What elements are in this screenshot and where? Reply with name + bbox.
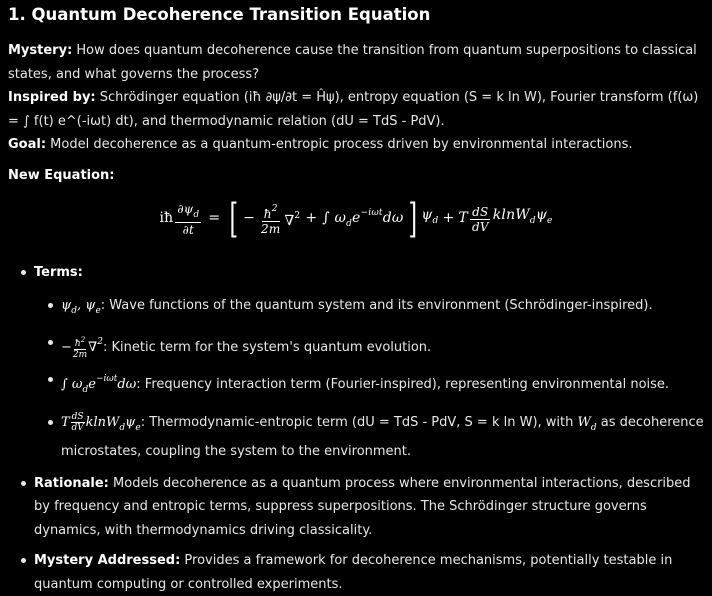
new-equation-label: New Equation: bbox=[8, 167, 115, 183]
goal-text: Model decoherence as a quantum-entropic process driven by environmental interactions. bbox=[46, 137, 633, 152]
eq-entropy-fraction: $\frac{dS}{dV}$ bbox=[471, 204, 489, 234]
mystery-label: Mystery: bbox=[8, 43, 73, 58]
mystery-addressed-text: Provides a framework for decoherence mechanisms, potentially testable in quantum computing or controlled experiments. bbox=[34, 553, 673, 592]
term-item-kinetic: − $\frac{ħ^2}{2m}$ ∇$^2$: Kinetic term for the system's quantum evolution. bbox=[61, 331, 704, 360]
inspired-by-text: Schrödinger equation (iħ ∂ψ/∂t = Ĥψ), entropy equation (S = k ln W), Fourier transform (f(ω) = ∫ f(t) e^(-iωt) dt), and thermodynamic relation (dU = TdS - PdV). bbox=[8, 90, 699, 129]
rationale-text: Models decoherence as a quantum process where environmental interactions, described by frequency and entropic terms, suppress superpositions. The Schrödinger structure governs dynamics, with thermodynamics driving classicality. bbox=[34, 475, 691, 538]
main-equation bbox=[8, 191, 704, 247]
eq-kinetic-fraction: $\frac{ħ^2}{2m}$ bbox=[261, 204, 281, 236]
eq-T: T bbox=[458, 210, 468, 227]
eq-nabla: ∇$^2$ bbox=[284, 210, 301, 229]
eq-open-bracket: [ bbox=[229, 196, 239, 242]
goal-paragraph bbox=[8, 133, 704, 157]
term-item-wavefunctions: $\psi_d$, $\psi_e$: Wave functions of the quantum system and its environment (Schrödinger-inspired). bbox=[61, 294, 704, 324]
list-item-mystery-addressed bbox=[34, 549, 704, 596]
eq-lhs-coeff: iħ bbox=[159, 210, 174, 227]
document-title: 1. Quantum Decoherence Transition Equation bbox=[8, 5, 431, 24]
eq-equals: = bbox=[208, 210, 221, 227]
eq-minus: − bbox=[243, 210, 256, 227]
eq-lhs-fraction: $\frac{\partial\psi_d}{\partial t}$ bbox=[177, 201, 200, 237]
inspired-by-label: Inspired by: bbox=[8, 90, 96, 105]
eq-close-bracket: ] bbox=[408, 196, 417, 242]
eq-entropy-term: $klnW_d\psi_e$ bbox=[492, 207, 553, 227]
term-item-frequency: ∫ $\omega_de^{-i\omega t}d\omega$: Frequency interaction term (Fourier-inspired), representing environmental noise. bbox=[61, 368, 704, 403]
list-item-rationale bbox=[34, 472, 704, 543]
eq-integral-term: ∫ $\omega_de^{-i\omega t}d\omega$ bbox=[322, 207, 404, 229]
terms-list bbox=[34, 294, 704, 464]
mystery-addressed-label: Mystery Addressed: bbox=[34, 553, 181, 568]
goal-label: Goal: bbox=[8, 137, 47, 152]
term-item-thermodynamic: T $\frac{dS}{dV}$ $klnW_d\psi_e$: Thermodynamic-entropic term (dU = TdS - PdV, S = k ln W), with $W_d$ as decoherence microstates, coupling the system to the environment. bbox=[61, 411, 704, 464]
mystery-paragraph bbox=[8, 39, 704, 86]
eq-plus-2: + bbox=[442, 210, 455, 227]
mystery-text: How does quantum decoherence cause the transition from quantum superpositions to classical states, and what governs the process? bbox=[8, 43, 697, 82]
outer-list bbox=[8, 261, 704, 596]
eq-psi-d: $\psi_d$ bbox=[421, 207, 439, 227]
inspired-by-paragraph bbox=[8, 86, 704, 133]
rationale-label: Rationale: bbox=[34, 475, 109, 491]
terms-label: Terms: bbox=[34, 265, 83, 280]
list-item-terms bbox=[34, 261, 704, 464]
eq-plus-1: + bbox=[305, 210, 318, 227]
